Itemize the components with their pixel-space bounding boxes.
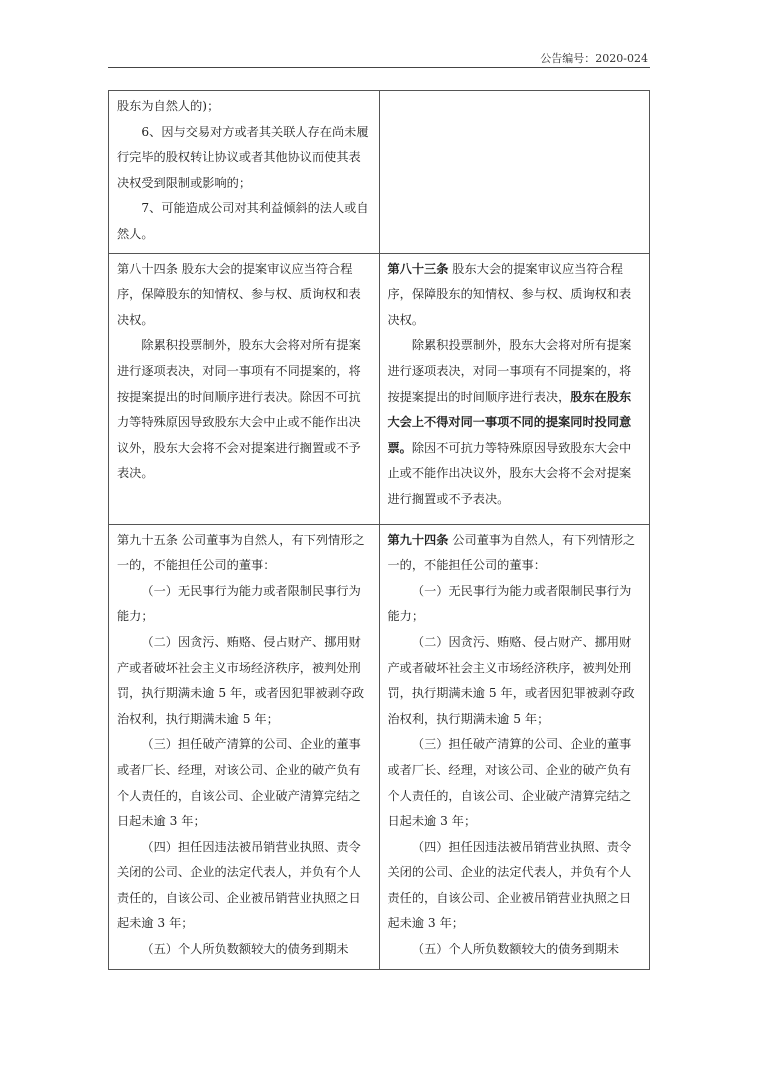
revised-clause-cell — [379, 253, 650, 524]
amended-text: 股东在股东大会上不得对同一事项不同的提案同时投同意票。 — [387, 389, 632, 455]
clause-text: 6、因与交易对方或者其关联人存在尚未履行完毕的股权转让协议或者其他协议而使其表决权受到限制或影响的； — [117, 124, 369, 190]
list-item: （五）个人所负数额较大的债务到期未 — [411, 942, 620, 957]
clause-text: 除累积投票制外，股东大会将对所有提案进行逐项表决，对同一事项有不同提案的，将按提案提出的时间顺序进行表决。除因不可抗力等特殊原因导致股东大会中止或不能作出决议外，股东大会将不会对提案进行搁置或不予表决。 — [117, 338, 361, 481]
clause-text — [388, 333, 642, 512]
article-number: 第九十四条 — [387, 532, 449, 547]
clause-text: 除累积投票制外，股东大会将对所有提案进行逐项表决，对同一事项有不同提案的，将按提案提出的时间顺序进行表决， — [387, 338, 632, 404]
list-item: （一）无民事行为能力或者限制民事行为能力； — [387, 583, 632, 624]
list-item: （三）担任破产清算的公司、企业的董事或者厂长、经理，对该公司、企业的破产负有个人责任的，自该公司、企业破产清算完结之日起未逾 3 年； — [117, 737, 361, 829]
header-divider — [108, 67, 650, 68]
list-item: （三）担任破产清算的公司、企业的董事或者厂长、经理，对该公司、企业的破产负有个人责任的，自该公司、企业破产清算完结之日起未逾 3 年； — [387, 737, 632, 829]
original-clause-cell — [109, 91, 380, 254]
clause-text: 公司董事为自然人，有下列情形之一的，不能担任公司的董事： — [387, 532, 636, 573]
table-row — [109, 253, 650, 524]
announcement-number: 公告编号：2020-024 — [540, 52, 648, 65]
article-94-heading — [388, 528, 642, 579]
list-item: （二）因贪污、贿赂、侵占财产、挪用财产或者破坏社会主义市场经济秩序，被判处刑罚，执行期满未逾 5 年，或者因犯罪被剥夺政治权利，执行期满未逾 5 年； — [387, 634, 635, 726]
original-clause-cell — [109, 253, 380, 524]
list-item: （四）担任因违法被吊销营业执照、责令关闭的公司、企业的法定代表人，并负有个人责任的，自该公司、企业被吊销营业执照之日起未逾 3 年； — [387, 839, 632, 931]
list-item: （二）因贪污、贿赂、侵占财产、挪用财产或者破坏社会主义市场经济秩序，被判处刑罚，执行期满未逾 5 年，或者因犯罪被剥夺政治权利，执行期满未逾 5 年； — [117, 634, 365, 726]
article-84-heading: 第八十四条 股东大会的提案审议应当符合程序，保障股东的知情权、参与权、质询权和表决权。 — [117, 261, 361, 327]
clause-text: 除因不可抗力等特殊原因导致股东大会中止或不能作出决议外，股东大会将不会对提案进行搁置或不予表决。 — [387, 440, 632, 506]
list-item: （四）担任因违法被吊销营业执照、责令关闭的公司、企业的法定代表人，并负有个人责任的，自该公司、企业被吊销营业执照之日起未逾 3 年； — [117, 839, 361, 931]
original-clause-cell — [109, 524, 380, 969]
list-item: （一）无民事行为能力或者限制民事行为能力； — [117, 583, 361, 624]
revised-clause-cell — [379, 524, 650, 969]
article-83-heading — [388, 257, 642, 334]
table-row — [109, 524, 650, 969]
clause-text: 股东大会的提案审议应当符合程序，保障股东的知情权、参与权、质询权和表决权。 — [387, 261, 632, 327]
table-row — [109, 91, 650, 254]
article-95-heading: 第九十五条 公司董事为自然人，有下列情形之一的，不能担任公司的董事： — [117, 532, 365, 573]
clause-text: 股东为自然人的)； — [117, 99, 220, 113]
clause-text: 7、可能造成公司对其利益倾斜的法人或自然人。 — [117, 201, 369, 241]
article-number: 第八十三条 — [387, 261, 449, 276]
comparison-table — [108, 90, 650, 970]
revised-clause-cell — [379, 91, 650, 254]
list-item: （五）个人所负数额较大的债务到期未 — [141, 942, 349, 957]
